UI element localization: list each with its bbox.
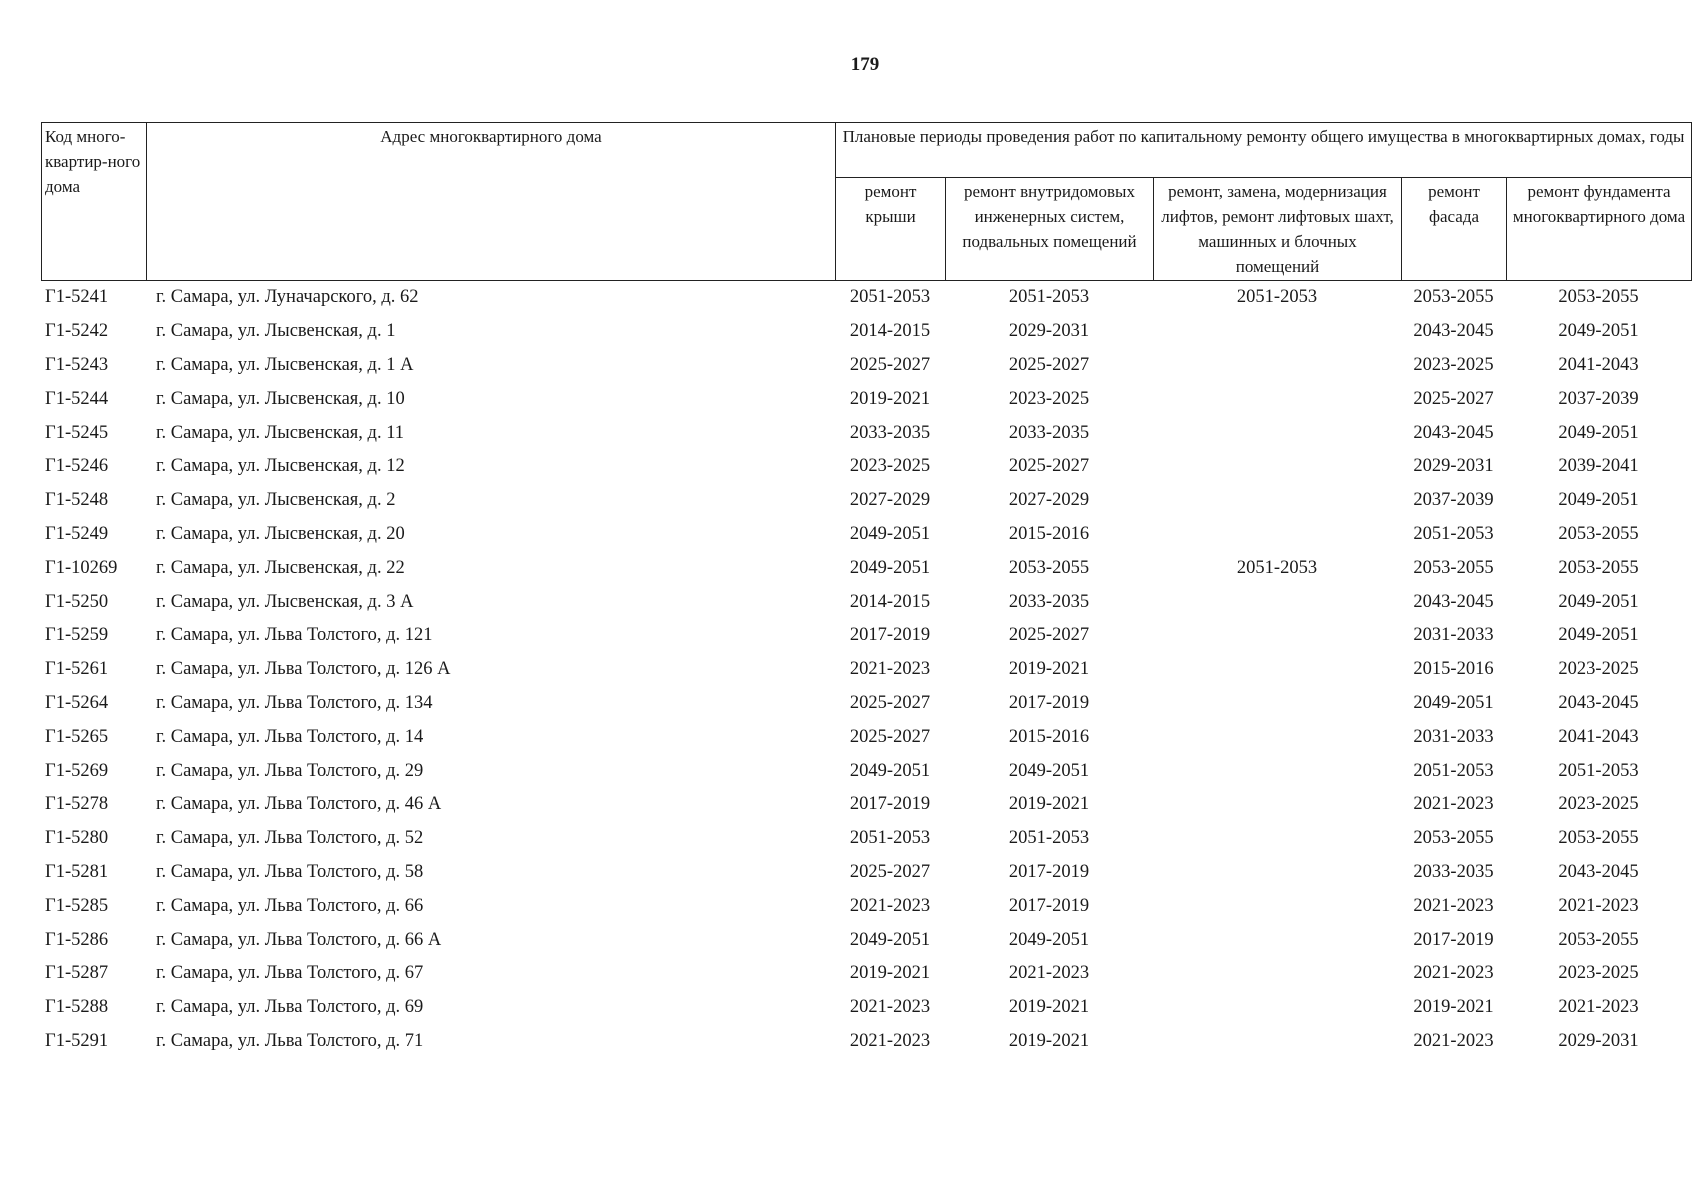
header-facade: ремонт фасада bbox=[1402, 178, 1507, 281]
cell-foundation: 2053-2055 bbox=[1558, 523, 1639, 544]
cell-roof: 2023-2025 bbox=[849, 456, 931, 477]
cell-facade: 2023-2025 bbox=[1413, 354, 1494, 375]
cell-facade: 2043-2045 bbox=[1413, 321, 1494, 342]
cell-facade: 2021-2023 bbox=[1413, 963, 1494, 984]
cell-roof: 2033-2035 bbox=[849, 422, 931, 443]
cell-address: г. Самара, ул. Лысвенская, д. 2 bbox=[156, 490, 396, 511]
cell-address: г. Самара, ул. Лысвенская, д. 12 bbox=[156, 456, 405, 477]
cell-engineering: 2025-2027 bbox=[1008, 354, 1090, 375]
cell-foundation: 2049-2051 bbox=[1558, 490, 1639, 511]
cell-roof: 2025-2027 bbox=[849, 861, 931, 882]
cell-address: г. Самара, ул. Льва Толстого, д. 14 bbox=[156, 726, 424, 747]
cell-elevators bbox=[1153, 349, 1401, 383]
cell-address: г. Самара, ул. Льва Толстого, д. 52 bbox=[156, 828, 424, 849]
cell-foundation: 2049-2051 bbox=[1558, 422, 1639, 443]
cell-facade: 2029-2031 bbox=[1413, 456, 1494, 477]
cell-facade: 2033-2035 bbox=[1413, 861, 1494, 882]
table-row bbox=[41, 551, 1691, 585]
cell-roof: 2025-2027 bbox=[849, 354, 931, 375]
cell-facade: 2053-2055 bbox=[1413, 557, 1494, 578]
table-row bbox=[41, 382, 1691, 416]
cell-foundation: 2021-2023 bbox=[1558, 895, 1639, 916]
cell-roof: 2021-2023 bbox=[849, 997, 931, 1018]
header-roof: ремонт крыши bbox=[836, 178, 946, 281]
cell-engineering: 2027-2029 bbox=[1008, 490, 1090, 511]
table-row bbox=[41, 349, 1691, 383]
cell-roof: 2019-2021 bbox=[849, 388, 931, 409]
cell-address: г. Самара, ул. Льва Толстого, д. 46 А bbox=[156, 794, 442, 815]
cell-foundation: 2029-2031 bbox=[1558, 1030, 1639, 1051]
cell-facade: 2031-2033 bbox=[1413, 726, 1494, 747]
cell-facade: 2031-2033 bbox=[1413, 625, 1494, 646]
header-engineering: ремонт внутридомовых инженерных систем, подвальных помещений bbox=[946, 178, 1154, 281]
table-row bbox=[41, 991, 1691, 1025]
cell-foundation: 2049-2051 bbox=[1558, 321, 1639, 342]
cell-facade: 2043-2045 bbox=[1413, 422, 1494, 443]
header-foundation: ремонт фундамента многоквартирного дома bbox=[1507, 178, 1692, 281]
cell-elevators bbox=[1153, 889, 1401, 923]
cell-address: г. Самара, ул. Льва Толстого, д. 121 bbox=[156, 625, 433, 646]
cell-facade: 2053-2055 bbox=[1413, 828, 1494, 849]
cell-address: г. Самара, ул. Льва Толстого, д. 66 А bbox=[156, 929, 442, 950]
cell-engineering: 2049-2051 bbox=[1008, 929, 1090, 950]
cell-engineering: 2021-2023 bbox=[1008, 963, 1090, 984]
cell-foundation: 2049-2051 bbox=[1558, 625, 1639, 646]
repair-schedule-table bbox=[41, 122, 1691, 1058]
table-row bbox=[41, 518, 1691, 552]
cell-foundation: 2037-2039 bbox=[1558, 388, 1639, 409]
header-address: Адрес многоквартирного дома bbox=[147, 123, 836, 281]
header-code: Код много-квартир-ного дома bbox=[42, 123, 147, 281]
cell-elevators bbox=[1153, 416, 1401, 450]
cell-address: г. Самара, ул. Льва Толстого, д. 69 bbox=[156, 997, 424, 1018]
cell-engineering: 2019-2021 bbox=[1008, 659, 1090, 680]
cell-engineering: 2051-2053 bbox=[1008, 287, 1090, 308]
cell-engineering: 2025-2027 bbox=[1008, 625, 1090, 646]
table-row bbox=[41, 923, 1691, 957]
cell-foundation: 2053-2055 bbox=[1558, 287, 1639, 308]
cell-engineering: 2017-2019 bbox=[1008, 692, 1090, 713]
cell-code: Г1-5242 bbox=[45, 321, 109, 342]
table-row bbox=[41, 416, 1691, 450]
cell-elevators bbox=[1153, 923, 1401, 957]
cell-address: г. Самара, ул. Льва Толстого, д. 29 bbox=[156, 760, 424, 781]
cell-address: г. Самара, ул. Лысвенская, д. 1 bbox=[156, 321, 396, 342]
table-row bbox=[41, 889, 1691, 923]
table-row bbox=[41, 450, 1691, 484]
cell-facade: 2049-2051 bbox=[1413, 692, 1494, 713]
cell-code: Г1-5261 bbox=[45, 659, 109, 680]
cell-foundation: 2053-2055 bbox=[1558, 929, 1639, 950]
cell-address: г. Самара, ул. Льва Толстого, д. 67 bbox=[156, 963, 424, 984]
cell-foundation: 2053-2055 bbox=[1558, 557, 1639, 578]
cell-roof: 2014-2015 bbox=[849, 321, 931, 342]
cell-elevators bbox=[1153, 653, 1401, 687]
cell-engineering: 2023-2025 bbox=[1008, 388, 1090, 409]
cell-roof: 2025-2027 bbox=[849, 726, 931, 747]
cell-engineering: 2033-2035 bbox=[1008, 591, 1090, 612]
table-row bbox=[41, 822, 1691, 856]
cell-facade: 2051-2053 bbox=[1413, 760, 1494, 781]
cell-elevators: 2051-2053 bbox=[1236, 557, 1318, 578]
cell-elevators bbox=[1153, 856, 1401, 890]
page-number: 179 bbox=[850, 54, 880, 75]
cell-elevators bbox=[1153, 788, 1401, 822]
table-row bbox=[41, 281, 1691, 315]
cell-roof: 2021-2023 bbox=[849, 659, 931, 680]
cell-code: Г1-5241 bbox=[45, 287, 109, 308]
cell-roof: 2021-2023 bbox=[849, 895, 931, 916]
cell-roof: 2049-2051 bbox=[849, 929, 931, 950]
cell-engineering: 2015-2016 bbox=[1008, 523, 1090, 544]
cell-engineering: 2029-2031 bbox=[1008, 321, 1090, 342]
cell-roof: 2014-2015 bbox=[849, 591, 931, 612]
header-periods-title: Плановые периоды проведения работ по капитальному ремонту общего имущества в многоквартирных домах, годы bbox=[836, 123, 1692, 178]
cell-elevators bbox=[1153, 720, 1401, 754]
cell-code: Г1-5287 bbox=[45, 963, 109, 984]
table-header bbox=[41, 122, 1692, 281]
cell-address: г. Самара, ул. Лысвенская, д. 1 А bbox=[156, 354, 414, 375]
cell-engineering: 2051-2053 bbox=[1008, 828, 1090, 849]
cell-engineering: 2019-2021 bbox=[1008, 997, 1090, 1018]
cell-foundation: 2051-2053 bbox=[1558, 760, 1639, 781]
cell-engineering: 2049-2051 bbox=[1008, 760, 1090, 781]
cell-facade: 2021-2023 bbox=[1413, 794, 1494, 815]
table-row bbox=[41, 856, 1691, 890]
cell-address: г. Самара, ул. Льва Толстого, д. 71 bbox=[156, 1030, 424, 1051]
cell-facade: 2043-2045 bbox=[1413, 591, 1494, 612]
table-body bbox=[41, 281, 1691, 1058]
cell-foundation: 2023-2025 bbox=[1558, 963, 1639, 984]
table-row bbox=[41, 585, 1691, 619]
cell-code: Г1-5291 bbox=[45, 1030, 109, 1051]
cell-address: г. Самара, ул. Лысвенская, д. 11 bbox=[156, 422, 405, 443]
cell-address: г. Самара, ул. Лысвенская, д. 20 bbox=[156, 523, 405, 544]
cell-elevators bbox=[1153, 518, 1401, 552]
cell-elevators bbox=[1153, 754, 1401, 788]
cell-code: Г1-5264 bbox=[45, 692, 109, 713]
cell-foundation: 2049-2051 bbox=[1558, 591, 1639, 612]
cell-address: г. Самара, ул. Льва Толстого, д. 126 А bbox=[156, 659, 451, 680]
cell-foundation: 2043-2045 bbox=[1558, 692, 1639, 713]
cell-elevators bbox=[1153, 450, 1401, 484]
cell-code: Г1-10269 bbox=[45, 557, 118, 578]
cell-elevators bbox=[1153, 957, 1401, 991]
cell-code: Г1-5265 bbox=[45, 726, 109, 747]
cell-engineering: 2017-2019 bbox=[1008, 861, 1090, 882]
cell-elevators bbox=[1153, 585, 1401, 619]
table-row bbox=[41, 1025, 1691, 1059]
cell-address: г. Самара, ул. Льва Толстого, д. 58 bbox=[156, 861, 424, 882]
cell-foundation: 2023-2025 bbox=[1558, 794, 1639, 815]
cell-elevators bbox=[1153, 991, 1401, 1025]
cell-roof: 2027-2029 bbox=[849, 490, 931, 511]
table-row bbox=[41, 957, 1691, 991]
cell-elevators bbox=[1153, 1025, 1401, 1059]
cell-code: Г1-5278 bbox=[45, 794, 109, 815]
cell-facade: 2021-2023 bbox=[1413, 1030, 1494, 1051]
cell-engineering: 2053-2055 bbox=[1008, 557, 1090, 578]
cell-code: Г1-5286 bbox=[45, 929, 109, 950]
cell-roof: 2017-2019 bbox=[849, 794, 931, 815]
cell-address: г. Самара, ул. Льва Толстого, д. 134 bbox=[156, 692, 433, 713]
cell-code: Г1-5245 bbox=[45, 422, 109, 443]
cell-code: Г1-5285 bbox=[45, 895, 109, 916]
cell-facade: 2015-2016 bbox=[1413, 659, 1494, 680]
header-elevators: ремонт, замена, модернизация лифтов, ремонт лифтовых шахт, машинных и блочных помещений bbox=[1154, 178, 1402, 281]
cell-engineering: 2019-2021 bbox=[1008, 1030, 1090, 1051]
cell-elevators: 2051-2053 bbox=[1236, 287, 1318, 308]
cell-address: г. Самара, ул. Луначарского, д. 62 bbox=[156, 287, 419, 308]
table-row bbox=[41, 653, 1691, 687]
cell-facade: 2021-2023 bbox=[1413, 895, 1494, 916]
cell-engineering: 2033-2035 bbox=[1008, 422, 1090, 443]
cell-facade: 2025-2027 bbox=[1413, 388, 1494, 409]
cell-code: Г1-5248 bbox=[45, 490, 109, 511]
cell-code: Г1-5259 bbox=[45, 625, 109, 646]
cell-engineering: 2025-2027 bbox=[1008, 456, 1090, 477]
cell-elevators bbox=[1153, 619, 1401, 653]
cell-roof: 2049-2051 bbox=[849, 557, 931, 578]
cell-code: Г1-5249 bbox=[45, 523, 109, 544]
cell-engineering: 2017-2019 bbox=[1008, 895, 1090, 916]
cell-code: Г1-5244 bbox=[45, 388, 109, 409]
cell-address: г. Самара, ул. Лысвенская, д. 10 bbox=[156, 388, 405, 409]
cell-code: Г1-5269 bbox=[45, 760, 109, 781]
cell-facade: 2017-2019 bbox=[1413, 929, 1494, 950]
cell-foundation: 2053-2055 bbox=[1558, 828, 1639, 849]
table-row bbox=[41, 720, 1691, 754]
cell-code: Г1-5280 bbox=[45, 828, 109, 849]
cell-roof: 2051-2053 bbox=[849, 287, 931, 308]
cell-code: Г1-5243 bbox=[45, 354, 109, 375]
cell-elevators bbox=[1153, 687, 1401, 721]
cell-roof: 2049-2051 bbox=[849, 523, 931, 544]
cell-address: г. Самара, ул. Лысвенская, д. 3 А bbox=[156, 591, 414, 612]
cell-code: Г1-5246 bbox=[45, 456, 109, 477]
table-row bbox=[41, 788, 1691, 822]
table-row bbox=[41, 484, 1691, 518]
cell-code: Г1-5288 bbox=[45, 997, 109, 1018]
cell-elevators bbox=[1153, 822, 1401, 856]
cell-foundation: 2041-2043 bbox=[1558, 726, 1639, 747]
cell-facade: 2019-2021 bbox=[1413, 997, 1494, 1018]
cell-facade: 2053-2055 bbox=[1413, 287, 1494, 308]
cell-roof: 2017-2019 bbox=[849, 625, 931, 646]
table-row bbox=[41, 754, 1691, 788]
cell-foundation: 2041-2043 bbox=[1558, 354, 1639, 375]
cell-engineering: 2015-2016 bbox=[1008, 726, 1090, 747]
cell-foundation: 2039-2041 bbox=[1558, 456, 1639, 477]
cell-address: г. Самара, ул. Льва Толстого, д. 66 bbox=[156, 895, 424, 916]
cell-foundation: 2043-2045 bbox=[1558, 861, 1639, 882]
cell-roof: 2051-2053 bbox=[849, 828, 931, 849]
cell-address: г. Самара, ул. Лысвенская, д. 22 bbox=[156, 557, 405, 578]
cell-roof: 2025-2027 bbox=[849, 692, 931, 713]
cell-facade: 2051-2053 bbox=[1413, 523, 1494, 544]
cell-code: Г1-5281 bbox=[45, 861, 109, 882]
cell-elevators bbox=[1153, 315, 1401, 349]
table-row bbox=[41, 315, 1691, 349]
cell-roof: 2021-2023 bbox=[849, 1030, 931, 1051]
cell-foundation: 2021-2023 bbox=[1558, 997, 1639, 1018]
cell-roof: 2019-2021 bbox=[849, 963, 931, 984]
table-row bbox=[41, 687, 1691, 721]
cell-roof: 2049-2051 bbox=[849, 760, 931, 781]
cell-foundation: 2023-2025 bbox=[1558, 659, 1639, 680]
cell-code: Г1-5250 bbox=[45, 591, 109, 612]
cell-elevators bbox=[1153, 382, 1401, 416]
table-row bbox=[41, 619, 1691, 653]
cell-facade: 2037-2039 bbox=[1413, 490, 1494, 511]
cell-elevators bbox=[1153, 484, 1401, 518]
cell-engineering: 2019-2021 bbox=[1008, 794, 1090, 815]
